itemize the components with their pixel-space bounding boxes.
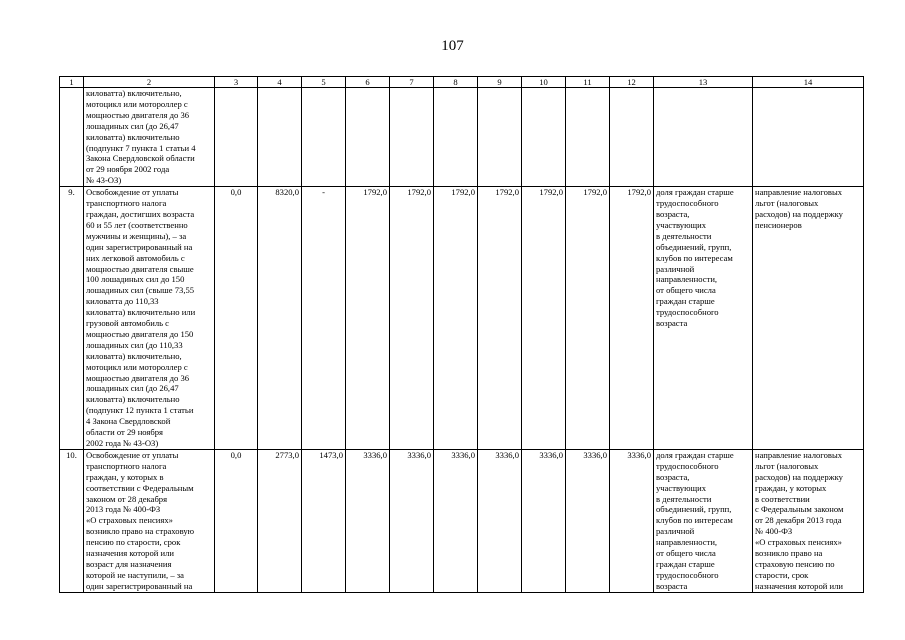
- indicator-cell: [654, 88, 753, 187]
- text-line: один зарегистрированный на: [86, 580, 193, 591]
- text-line: мощностью двигателя до 36: [86, 372, 190, 383]
- text-line: назначения которой или: [755, 580, 844, 591]
- text-line: доля граждан старше: [656, 187, 734, 198]
- description-cell: [84, 88, 215, 187]
- table-row-9: [60, 187, 864, 450]
- text-line: возникло право на страховую: [86, 526, 195, 537]
- text-line: законом от 28 декабря: [86, 493, 168, 504]
- text-line: соответствии с Федеральным: [86, 482, 194, 493]
- value-cell: 1792,0: [390, 187, 434, 450]
- text-line: мощностью двигателя до 36: [86, 109, 190, 120]
- value-cell: 1792,0: [478, 187, 522, 450]
- text-line: возраста: [656, 580, 688, 591]
- value-cell: 3336,0: [434, 449, 478, 592]
- text-line: Закона Свердловской области: [86, 153, 195, 164]
- value-cell: [390, 88, 434, 187]
- column-header: 4: [258, 77, 302, 88]
- column-header: 12: [610, 77, 654, 88]
- direction-cell: [753, 449, 864, 592]
- text-line: от общего числа: [656, 285, 716, 296]
- page-number: 107: [441, 38, 464, 54]
- text-line: них легковой автомобиль с: [86, 252, 185, 263]
- text-line: лошадиных сил (до 110,33: [86, 339, 183, 350]
- text-line: мощностью двигателя свыше: [86, 263, 194, 274]
- column-header: 3: [215, 77, 258, 88]
- text-line: граждан старше: [656, 558, 715, 569]
- text-line: мотоцикл или мотороллер с: [86, 98, 188, 109]
- text-line: участвующих: [656, 482, 706, 493]
- column-header: 13: [654, 77, 753, 88]
- text-line: киловатта до 110,33: [86, 296, 159, 307]
- text-line: граждан, у которых в: [86, 471, 164, 482]
- text-line: направленности,: [656, 274, 718, 285]
- text-line: возраста: [656, 318, 688, 329]
- text-line: Освобождение от уплаты: [86, 187, 179, 198]
- text-line: льгот (налоговых: [755, 198, 819, 209]
- text-line: граждан, достигших возраста: [86, 208, 195, 219]
- text-line: трудоспособного: [656, 198, 719, 209]
- text-line: 100 лошадиных сил до 150: [86, 274, 185, 285]
- text-line: объединений, групп,: [656, 241, 732, 252]
- value-cell: [610, 88, 654, 187]
- value-cell: [522, 88, 566, 187]
- text-line: в деятельности: [656, 493, 712, 504]
- value-cell: 3336,0: [346, 449, 390, 592]
- text-line: (подпункт 12 пункта 1 статьи: [86, 405, 194, 416]
- text-line: киловатта) включительно,: [86, 88, 182, 98]
- direction-cell: [753, 187, 864, 450]
- row-number-cell: [60, 88, 84, 187]
- text-line: старости, срок: [755, 569, 809, 580]
- value-cell: [478, 88, 522, 187]
- text-line: клубов по интересам: [656, 515, 733, 526]
- text-line: пенсию по старости, срок: [86, 537, 181, 548]
- text-line: которой не наступили, – за: [86, 569, 184, 580]
- indicator-cell: [654, 449, 753, 592]
- text-line: в соответствии: [755, 493, 810, 504]
- value-cell: 0,0: [215, 449, 258, 592]
- text-line: мотоцикл или мотороллер с: [86, 361, 188, 372]
- text-line: различной: [656, 526, 695, 537]
- text-line: объединений, групп,: [656, 504, 732, 515]
- text-line: 60 и 55 лет (соответственно: [86, 219, 188, 230]
- value-cell: [215, 88, 258, 187]
- column-header: 14: [753, 77, 864, 88]
- text-line: трудоспособного: [656, 307, 719, 318]
- text-line: направление налоговых: [755, 187, 843, 198]
- value-cell: 1792,0: [434, 187, 478, 450]
- text-line: трудоспособного: [656, 569, 719, 580]
- value-cell: 3336,0: [478, 449, 522, 592]
- text-line: Освобождение от уплаты: [86, 449, 179, 460]
- value-cell: 1792,0: [522, 187, 566, 450]
- text-line: с Федеральным законом: [755, 504, 844, 515]
- description-cell: [84, 449, 215, 592]
- value-cell: 0,0: [215, 187, 258, 450]
- text-line: направленности,: [656, 537, 718, 548]
- column-number-row: [60, 77, 864, 88]
- text-line: 2002 года № 43-ОЗ): [86, 438, 159, 448]
- value-cell: 3336,0: [566, 449, 610, 592]
- value-cell: [566, 88, 610, 187]
- text-line: от 29 ноября 2002 года: [86, 164, 170, 175]
- value-cell: 1792,0: [346, 187, 390, 450]
- value-cell: 1473,0: [302, 449, 346, 592]
- column-header: 2: [84, 77, 215, 88]
- value-cell: [434, 88, 478, 187]
- text-line: участвующих: [656, 219, 706, 230]
- text-line: возраст для назначения: [86, 558, 172, 569]
- text-line: от общего числа: [656, 548, 716, 559]
- description-cell: [84, 187, 215, 450]
- text-line: мощностью двигателя до 150: [86, 328, 194, 339]
- text-line: страховую пенсию по: [755, 558, 835, 569]
- text-line: области от 29 ноября: [86, 427, 164, 438]
- column-header: 6: [346, 77, 390, 88]
- column-header: 11: [566, 77, 610, 88]
- text-line: киловатта) включительно: [86, 131, 180, 142]
- text-line: клубов по интересам: [656, 252, 733, 263]
- value-cell: [302, 88, 346, 187]
- text-line: № 400-ФЗ: [755, 526, 793, 537]
- text-line: «О страховых пенсиях»: [86, 515, 173, 526]
- text-line: возраста,: [656, 471, 690, 482]
- text-line: грузовой автомобиль с: [86, 318, 169, 329]
- text-line: от 28 декабря 2013 года: [755, 515, 842, 526]
- text-line: «О страховых пенсиях»: [755, 537, 842, 548]
- value-cell: 1792,0: [566, 187, 610, 450]
- direction-cell: [753, 88, 864, 187]
- column-header: 9: [478, 77, 522, 88]
- text-line: расходов) на поддержку: [755, 208, 843, 219]
- text-line: мужчины и женщины), – за: [86, 230, 187, 241]
- text-line: направление налоговых: [755, 449, 843, 460]
- text-line: в деятельности: [656, 230, 712, 241]
- value-cell: 3336,0: [522, 449, 566, 592]
- column-header: 7: [390, 77, 434, 88]
- text-line: транспортного налога: [86, 460, 167, 471]
- text-line: граждан, у которых: [755, 482, 827, 493]
- text-line: транспортного налога: [86, 198, 167, 209]
- text-line: граждан старше: [656, 296, 715, 307]
- text-line: киловатта) включительно,: [86, 350, 182, 361]
- value-cell: 3336,0: [390, 449, 434, 592]
- column-header: 5: [302, 77, 346, 88]
- text-line: назначения которой или: [86, 548, 175, 559]
- text-line: трудоспособного: [656, 460, 719, 471]
- value-cell: 1792,0: [610, 187, 654, 450]
- text-line: возникло право на: [755, 548, 823, 559]
- text-line: № 43-ОЗ): [86, 175, 122, 186]
- text-line: киловатта) включительно или: [86, 307, 196, 318]
- column-header: 10: [522, 77, 566, 88]
- value-cell: [258, 88, 302, 187]
- column-header: 8: [434, 77, 478, 88]
- text-line: доля граждан старше: [656, 449, 734, 460]
- table-row-10: [60, 449, 864, 592]
- column-header: 1: [60, 77, 84, 88]
- text-line: один зарегистрированный на: [86, 241, 193, 252]
- text-line: лошадиных сил (до 26,47: [86, 120, 179, 131]
- table-row-continuation: [60, 88, 864, 187]
- value-cell: 2773,0: [258, 449, 302, 592]
- text-line: льгот (налоговых: [755, 460, 819, 471]
- tax-relief-table: [59, 76, 864, 593]
- value-cell: 3336,0: [610, 449, 654, 592]
- text-line: киловатта) включительно: [86, 394, 180, 405]
- text-line: пенсионеров: [755, 219, 802, 230]
- text-line: 2013 года № 400-ФЗ: [86, 504, 161, 515]
- text-line: 4 Закона Свердловской: [86, 416, 171, 427]
- value-cell: -: [302, 187, 346, 450]
- text-line: (подпункт 7 пункта 1 статьи 4: [86, 142, 196, 153]
- row-number-cell: 9.: [60, 187, 84, 450]
- text-line: лошадиных сил (свыше 73,55: [86, 285, 195, 296]
- indicator-cell: [654, 187, 753, 450]
- text-line: лошадиных сил (до 26,47: [86, 383, 179, 394]
- row-number-cell: 10.: [60, 449, 84, 592]
- value-cell: 8320,0: [258, 187, 302, 450]
- text-line: расходов) на поддержку: [755, 471, 843, 482]
- value-cell: [346, 88, 390, 187]
- text-line: возраста,: [656, 208, 690, 219]
- text-line: различной: [656, 263, 695, 274]
